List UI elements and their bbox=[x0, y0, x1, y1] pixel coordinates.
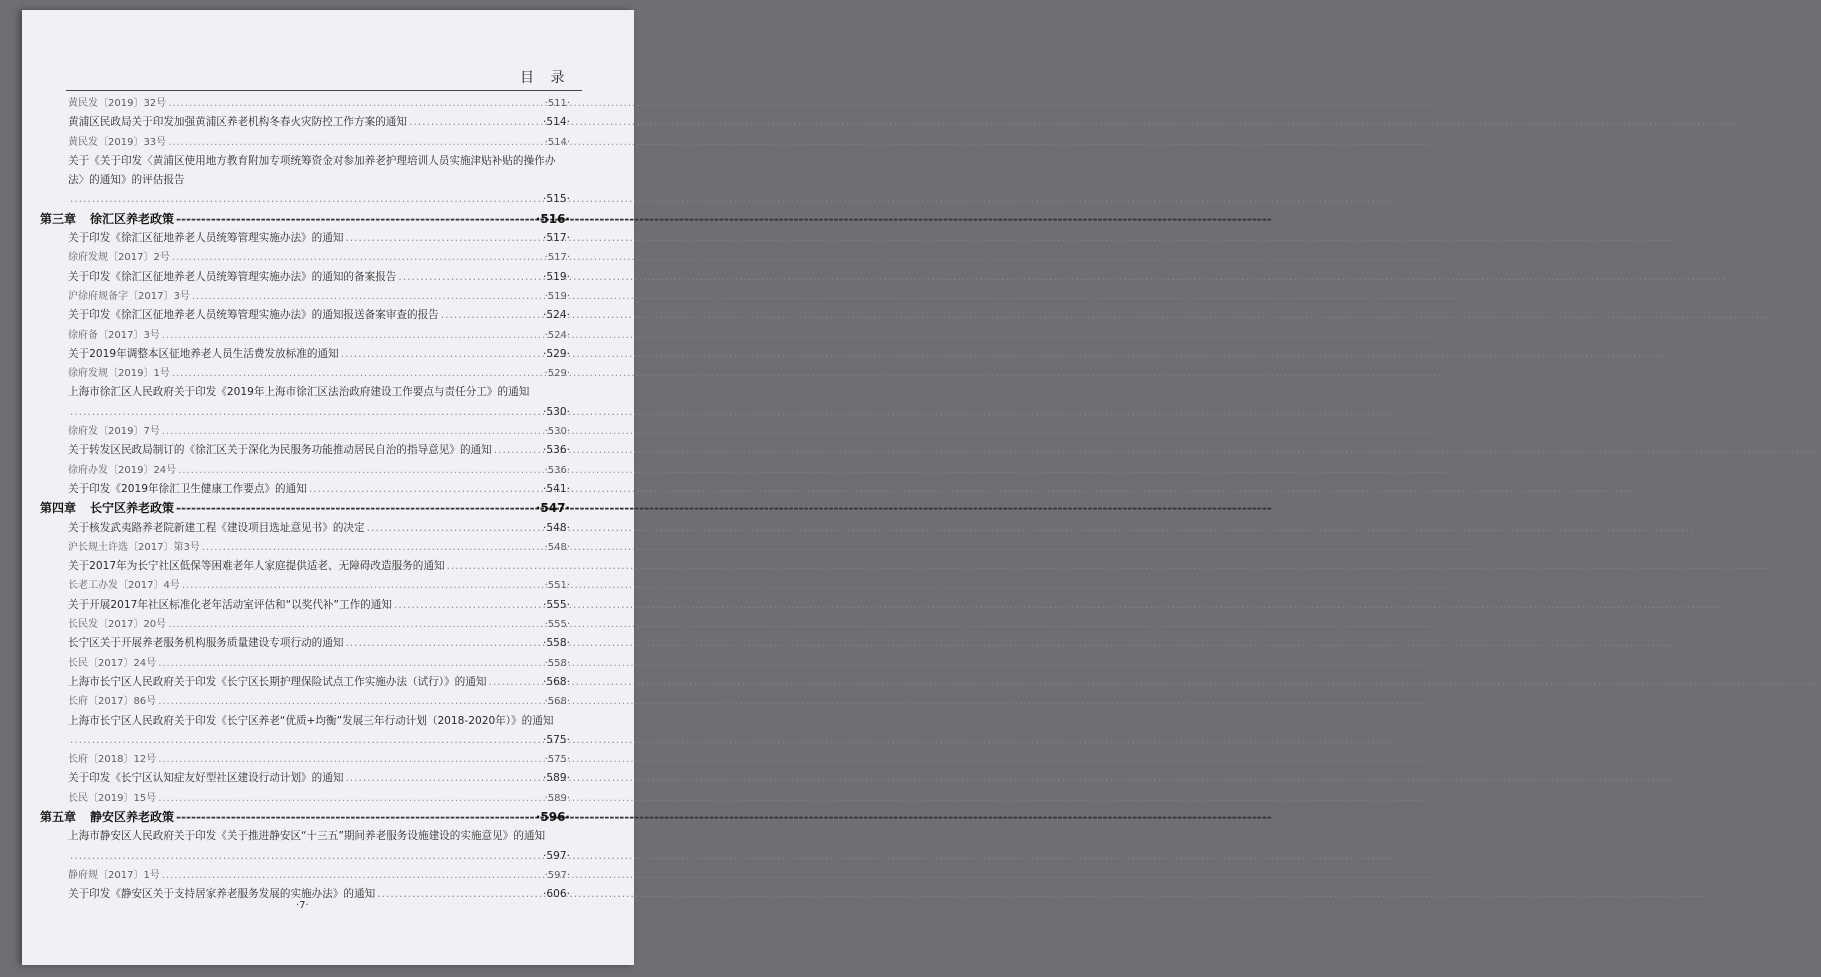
toc-page-number: ·536· bbox=[544, 464, 570, 476]
toc-entry-title: 上海市徐汇区人民政府关于印发《2019年上海市徐汇区法治政府建设工作要点与责任分工》的通知 bbox=[68, 386, 530, 399]
toc-page-number: ·555· bbox=[544, 619, 570, 631]
toc-page-number: ·547· bbox=[535, 501, 570, 516]
toc-entry-title: 长府〔2018〕12号 bbox=[68, 754, 157, 766]
dot-leader bbox=[176, 210, 534, 229]
toc-doc-number bbox=[40, 615, 570, 634]
toc-doc-number bbox=[40, 576, 570, 595]
toc-doc-number bbox=[40, 94, 570, 113]
toc-page-number: ·519· bbox=[544, 290, 570, 302]
toc-entry bbox=[40, 268, 570, 287]
toc-entry-title: 静府规〔2017〕1号 bbox=[68, 869, 160, 881]
toc-entry bbox=[40, 827, 570, 846]
toc-entry-title: 关于核发武夷路养老院新建工程《建设项目选址意见书》的决定 bbox=[68, 521, 365, 534]
dot-leader bbox=[168, 94, 542, 113]
dot-leader bbox=[394, 596, 541, 615]
dot-leader bbox=[341, 345, 541, 364]
toc-entry-title: 长民发〔2017〕20号 bbox=[68, 619, 167, 631]
toc-page-number: ·558· bbox=[543, 637, 570, 650]
dot-leader bbox=[398, 268, 541, 287]
dot-leader bbox=[202, 538, 543, 557]
toc-entry bbox=[40, 113, 570, 132]
toc-doc-number bbox=[40, 789, 570, 808]
toc-entry-title: 关于印发《徐汇区征地养老人员统筹管理实施办法》的通知 bbox=[68, 232, 344, 245]
toc-entry-title: 长民〔2019〕15号 bbox=[68, 792, 157, 804]
chapter-title: 徐汇区养老政策 bbox=[90, 211, 175, 226]
dot-leader bbox=[182, 576, 543, 595]
toc-doc-number bbox=[40, 326, 570, 345]
toc-entry-title: 黄民发〔2019〕32号 bbox=[68, 98, 167, 109]
toc-entry-title: 长民〔2017〕24号 bbox=[68, 657, 157, 669]
toc-entry-title: 沪徐府规备字〔2017〕3号 bbox=[68, 290, 190, 302]
toc-entry-title: 徐府备〔2017〕3号 bbox=[68, 329, 160, 341]
toc-doc-number bbox=[40, 538, 570, 557]
toc-entry-title: 徐府发规〔2019〕1号 bbox=[68, 368, 170, 380]
toc-page-number: ·597· bbox=[543, 849, 570, 862]
dot-leader bbox=[409, 113, 541, 132]
toc-chapter bbox=[40, 499, 570, 518]
dot-leader bbox=[488, 673, 541, 692]
toc-page-number: ·519· bbox=[543, 270, 570, 283]
toc-page-number: ·541· bbox=[543, 482, 570, 495]
toc-page-number: ·536· bbox=[543, 444, 570, 457]
toc-doc-number bbox=[40, 248, 570, 267]
toc-entry-leader bbox=[40, 731, 570, 750]
toc-page-number: ·575· bbox=[544, 754, 570, 766]
toc-page-number: ·597· bbox=[544, 869, 570, 881]
toc-entry bbox=[40, 441, 570, 460]
toc-doc-number bbox=[40, 866, 570, 885]
dot-leader bbox=[158, 654, 542, 673]
toc-page-number: ·517· bbox=[544, 252, 570, 264]
toc-entry bbox=[40, 557, 570, 576]
toc-page-number: ·589· bbox=[543, 772, 570, 785]
toc-chapter bbox=[40, 808, 570, 827]
toc-page-number: ·589· bbox=[544, 792, 570, 804]
dot-leader bbox=[70, 731, 541, 750]
chapter-number: 第五章 bbox=[40, 809, 77, 824]
toc-page-number: ·530· bbox=[544, 426, 570, 438]
dot-leader bbox=[192, 287, 543, 306]
toc-page-number: ·575· bbox=[543, 733, 570, 746]
dot-leader bbox=[158, 750, 542, 769]
dot-leader bbox=[494, 441, 541, 460]
toc-entry-title: 徐府发规〔2017〕2号 bbox=[68, 252, 170, 264]
toc-entry-title: 上海市长宁区人民政府关于印发《长宁区养老“优质+均衡”发展三年行动计划（2018-2020年）》的通知 bbox=[68, 714, 554, 727]
toc-entry-title: 长宁区关于开展养老服务机构服务质量建设专项行动的通知 bbox=[68, 637, 344, 650]
toc-doc-number bbox=[40, 692, 570, 711]
toc-entry-title: 关于开展2017年社区标准化老年活动室评估和“以奖代补”工作的通知 bbox=[68, 598, 392, 611]
toc-entry-title: 关于印发《2019年徐汇卫生健康工作要点》的通知 bbox=[68, 482, 307, 495]
toc-page-number: ·524· bbox=[544, 329, 570, 341]
toc-doc-number bbox=[40, 287, 570, 306]
dot-leader bbox=[158, 692, 542, 711]
toc-entry bbox=[40, 596, 570, 615]
toc-entry bbox=[40, 480, 570, 499]
toc-doc-number bbox=[40, 364, 570, 383]
toc-entry-leader bbox=[40, 403, 570, 422]
toc-entry-title: 关于2019年调整本区征地养老人员生活费发放标准的通知 bbox=[68, 347, 339, 360]
toc-page-number: ·524· bbox=[543, 309, 570, 322]
toc-page-number: ·529· bbox=[544, 368, 570, 380]
toc-entry-title: 关于《关于印发〈黄浦区使用地方教育附加专项统筹资金对参加养老护理培训人员实施津贴补贴的操作办法〉的通知》的评估报告 bbox=[68, 154, 556, 187]
chapter-number: 第三章 bbox=[40, 211, 77, 226]
toc-entry-title: 沪长规土许选〔2017〕第3号 bbox=[68, 541, 200, 553]
toc-page-number: ·555· bbox=[543, 598, 570, 611]
toc-entry-leader bbox=[40, 847, 570, 866]
toc-entry-title: 关于印发《长宁区认知症友好型社区建设行动计划》的通知 bbox=[68, 772, 344, 785]
toc-entry bbox=[40, 634, 570, 653]
dot-leader bbox=[345, 229, 541, 248]
dot-leader bbox=[162, 422, 543, 441]
toc-page-number: ·515· bbox=[543, 193, 570, 206]
page-header-title: 目 录 bbox=[520, 70, 571, 86]
dot-leader bbox=[70, 847, 541, 866]
dot-leader bbox=[176, 808, 534, 827]
toc-entry-title: 关于印发《徐汇区征地养老人员统筹管理实施办法》的通知报送备案审查的报告 bbox=[68, 309, 439, 322]
dot-leader bbox=[345, 769, 541, 788]
toc-entry-leader bbox=[40, 190, 570, 209]
toc-chapter bbox=[40, 210, 570, 229]
toc-page-number: ·530· bbox=[543, 405, 570, 418]
toc-page-number: ·529· bbox=[543, 347, 570, 360]
dot-leader bbox=[70, 403, 541, 422]
dot-leader bbox=[168, 615, 542, 634]
toc-entry-title: 关于转发区民政局制订的《徐汇区关于深化为民服务功能推动居民自治的指导意见》的通知 bbox=[68, 444, 492, 457]
toc-entry-title: 黄浦区民政局关于印发加强黄浦区养老机构冬春火灾防控工作方案的通知 bbox=[68, 116, 407, 129]
toc-page-number: ·514· bbox=[544, 136, 570, 148]
toc-entry bbox=[40, 345, 570, 364]
toc-doc-number bbox=[40, 133, 570, 152]
toc-entry-title: 徐府发〔2019〕7号 bbox=[68, 426, 160, 438]
dot-leader bbox=[176, 499, 534, 518]
dot-leader bbox=[168, 133, 542, 152]
dot-leader bbox=[70, 190, 541, 209]
chapter-title: 静安区养老政策 bbox=[90, 809, 175, 824]
dot-leader bbox=[345, 634, 541, 653]
dot-leader bbox=[441, 306, 541, 325]
dot-leader bbox=[309, 480, 541, 499]
toc-entry-title: 黄民发〔2019〕33号 bbox=[68, 136, 167, 148]
toc-page-number: ·511· bbox=[544, 98, 570, 109]
dot-leader bbox=[162, 326, 543, 345]
toc-page-number: ·548· bbox=[544, 541, 570, 553]
toc-page-number: ·548· bbox=[543, 521, 570, 534]
toc-page-number: ·606· bbox=[543, 888, 570, 901]
toc-entry bbox=[40, 712, 570, 731]
toc-entry bbox=[40, 229, 570, 248]
toc-page-number: ·516· bbox=[535, 211, 570, 226]
header-rule bbox=[66, 90, 582, 91]
toc-doc-number bbox=[40, 422, 570, 441]
toc-entry bbox=[40, 519, 570, 538]
toc-page-number: ·568· bbox=[544, 696, 570, 708]
toc-entry-title: 关于印发《徐汇区征地养老人员统筹管理实施办法》的通知的备案报告 bbox=[68, 270, 397, 283]
toc-entry bbox=[40, 383, 570, 402]
toc-entry bbox=[40, 769, 570, 788]
toc-entry-title: 关于印发《静安区关于支持居家养老服务发展的实施办法》的通知 bbox=[68, 888, 376, 901]
chapter-title: 长宁区养老政策 bbox=[90, 501, 175, 516]
toc-entry-title: 徐府办发〔2019〕24号 bbox=[68, 464, 177, 476]
chapter-number: 第四章 bbox=[40, 501, 77, 516]
toc-entry-title: 上海市长宁区人民政府关于印发《长宁区长期护理保险试点工作实施办法（试行）》的通知 bbox=[68, 675, 487, 688]
toc-page-number: ·568· bbox=[543, 675, 570, 688]
dot-leader bbox=[178, 461, 542, 480]
toc-entry-title: 长老工办发〔2017〕4号 bbox=[68, 580, 180, 592]
dot-leader bbox=[447, 557, 568, 576]
toc-page-number: ·517· bbox=[543, 232, 570, 245]
toc-doc-number bbox=[40, 654, 570, 673]
dot-leader bbox=[172, 248, 543, 267]
toc-entry bbox=[40, 306, 570, 325]
toc-entry-title: 上海市静安区人民政府关于印发《关于推进静安区“十三五”期间养老服务设施建设的实施意见》的通知 bbox=[68, 830, 546, 843]
toc-entry bbox=[40, 152, 570, 191]
toc-page-number: ·596· bbox=[535, 809, 570, 824]
toc-page-number: ·558· bbox=[544, 657, 570, 669]
dot-leader bbox=[377, 885, 541, 904]
dot-leader bbox=[172, 364, 543, 383]
dot-leader bbox=[162, 866, 543, 885]
table-of-contents bbox=[40, 94, 570, 904]
dot-leader bbox=[367, 519, 541, 538]
toc-entry-title: 长府〔2017〕86号 bbox=[68, 696, 157, 708]
toc-page-number: ·551· bbox=[544, 580, 570, 592]
toc-entry bbox=[40, 673, 570, 692]
toc-doc-number bbox=[40, 750, 570, 769]
page-number: ·7· bbox=[296, 900, 309, 911]
toc-entry-title: 关于2017年为长宁社区低保等困难老年人家庭提供适老、无障碍改造服务的通知 bbox=[68, 560, 445, 573]
toc-page-number: ·514· bbox=[543, 116, 570, 129]
dot-leader bbox=[158, 789, 542, 808]
toc-doc-number bbox=[40, 461, 570, 480]
